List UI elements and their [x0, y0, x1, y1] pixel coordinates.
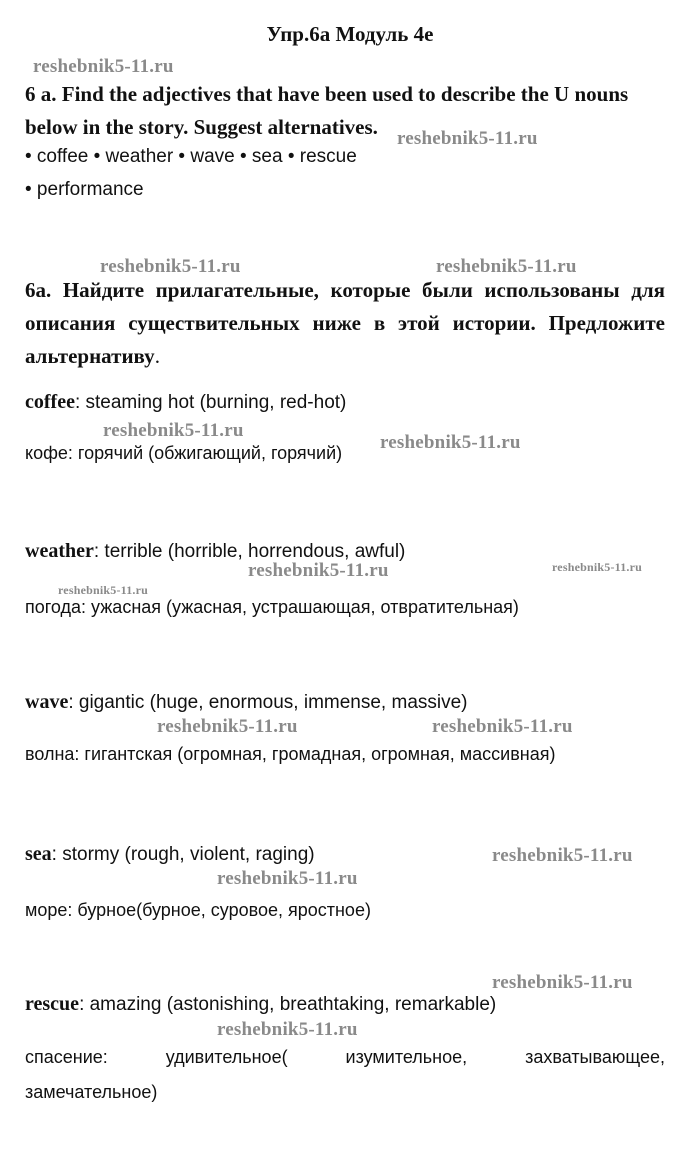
task-english: [25, 78, 665, 144]
page-title: Упр.6а Модуль 4e: [266, 22, 434, 46]
answer-rescue-en: [25, 993, 496, 1016]
answer-rescue-ru: [25, 1040, 665, 1110]
task-russian-line-2: описания существительных ниже в этой истории. Предложите: [25, 311, 665, 335]
task-russian-line-3: [25, 340, 665, 373]
task-russian: [25, 274, 665, 373]
watermark: reshebnik5-11.ru: [157, 716, 298, 737]
noun-bullets-line-1: • coffee • weather • wave • sea • rescue: [25, 146, 357, 167]
watermark: reshebnik5-11.ru: [100, 256, 241, 277]
answer-coffee-adjectives: : steaming hot (burning, red-hot): [74, 392, 347, 413]
task-russian-line-3-end: .: [154, 344, 160, 368]
watermark: reshebnik5-11.ru: [248, 560, 389, 581]
watermark: reshebnik5-11.ru: [492, 845, 633, 866]
task-english-line-2: below in the story. Suggest alternatives.: [25, 115, 378, 139]
watermark: reshebnik5-11.ru: [397, 128, 538, 149]
answer-rescue-word: rescue: [25, 993, 80, 1015]
answer-coffee-en: [25, 391, 346, 414]
answer-wave-en: [25, 691, 468, 714]
watermark: reshebnik5-11.ru: [217, 868, 358, 889]
watermark: reshebnik5-11.ru: [552, 560, 642, 574]
answer-weather-ru: погода: ужасная (ужасная, устрашающая, отвратительная): [25, 597, 519, 617]
watermark: reshebnik5-11.ru: [436, 256, 577, 277]
answer-sea-adjectives: : stormy (rough, violent, raging): [51, 844, 315, 865]
watermark: reshebnik5-11.ru: [103, 420, 244, 441]
answer-rescue-ru-line-1: спасение: удивительное( изумительное, захватывающее,: [25, 1047, 665, 1067]
answer-wave-adjectives: : gigantic (huge, enormous, immense, massive): [68, 692, 468, 713]
watermark: reshebnik5-11.ru: [33, 56, 174, 77]
task-russian-line-1: 6а. Найдите прилагательные, которые были использованы для: [25, 278, 665, 302]
watermark: reshebnik5-11.ru: [492, 972, 633, 993]
answer-rescue-adjectives: : amazing (astonishing, breathtaking, remarkable): [79, 994, 497, 1015]
task-english-line-1: 6 a. Find the adjectives that have been used to describe the U nouns: [25, 82, 629, 106]
watermark: reshebnik5-11.ru: [432, 716, 573, 737]
answer-coffee-ru: кофе: горячий (обжигающий, горячий): [25, 443, 343, 463]
noun-bullet-list: [25, 140, 357, 206]
watermark: reshebnik5-11.ru: [380, 432, 521, 453]
answer-wave-word: wave: [25, 691, 69, 713]
answer-rescue-ru-line-2: замечательное): [25, 1082, 158, 1102]
answer-weather-adjectives: : terrible (horrible, horrendous, awful): [93, 541, 406, 562]
watermark: reshebnik5-11.ru: [217, 1019, 358, 1040]
answer-sea-word: sea: [25, 843, 52, 865]
answer-coffee-word: coffee: [25, 391, 75, 413]
answer-weather-word: weather: [25, 540, 94, 562]
answer-sea-ru: море: бурное(бурное, суровое, яростное): [25, 900, 371, 920]
task-russian-line-3-text: альтернативу: [25, 344, 155, 368]
answer-wave-ru: волна: гигантская (огромная, громадная, огромная, массивная): [25, 744, 556, 764]
noun-bullets-line-2: • performance: [25, 179, 144, 200]
answer-sea-en: [25, 843, 315, 866]
watermark: reshebnik5-11.ru: [58, 583, 148, 597]
